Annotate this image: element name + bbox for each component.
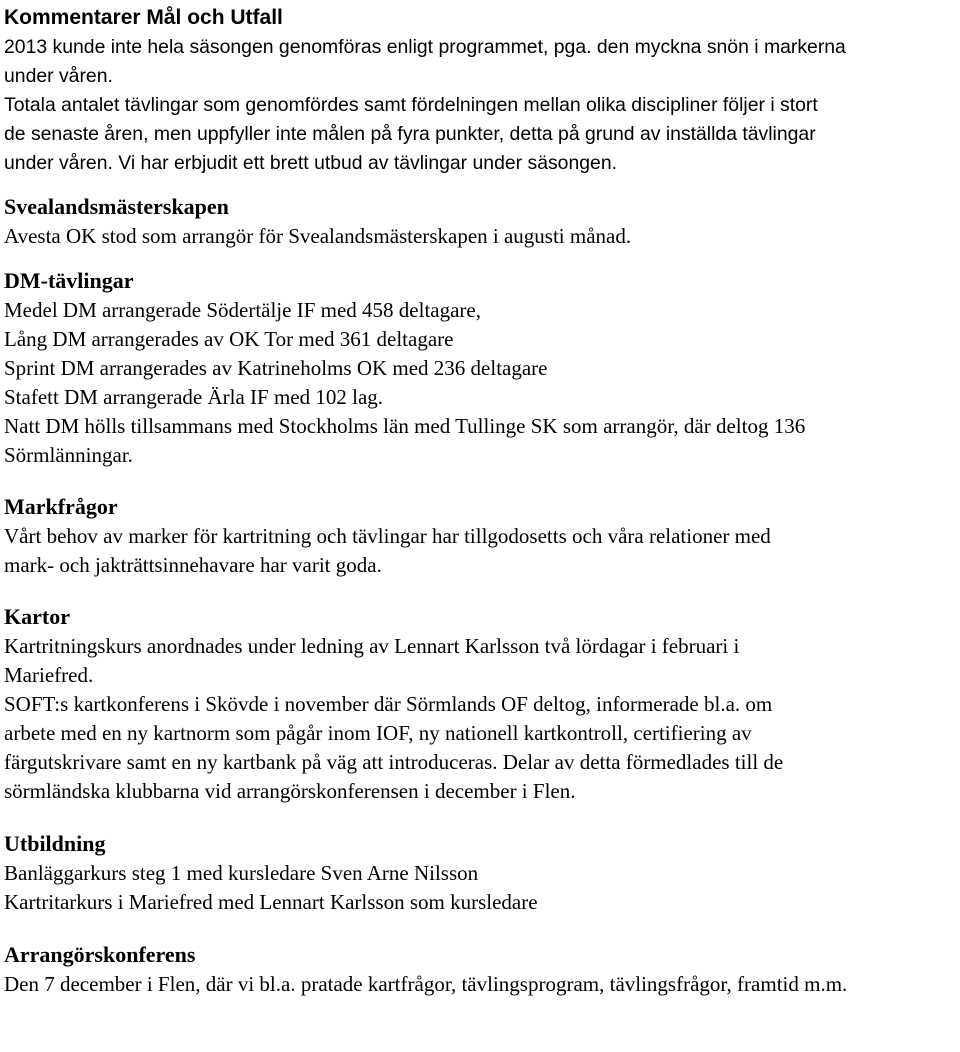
text-line: Avesta OK stod som arrangör för Svealandsmästerskapen i augusti månad. <box>4 224 632 248</box>
paragraph-svealand <box>4 222 956 251</box>
text-line: Kartritningskurs anordnades under ledning av Lennart Karlsson två lördagar i februari i <box>4 634 740 658</box>
spacer <box>4 917 956 940</box>
heading-dm-tavlingar: DM-tävlingar <box>4 268 134 293</box>
paragraph-utbildning <box>4 859 956 917</box>
heading-arrangorskonferens: Arrangörskonferens <box>4 942 196 967</box>
text-line: Den 7 december i Flen, där vi bl.a. pratade kartfrågor, tävlingsprogram, tävlingsfrågor, framtid m.m. <box>4 972 848 996</box>
paragraph-dm <box>4 296 956 470</box>
heading-utbildning: Utbildning <box>4 831 106 856</box>
text-line: Lång DM arrangerades av OK Tor med 361 deltagare <box>4 327 454 351</box>
text-line: SOFT:s kartkonferens i Skövde i november där Sörmlands OF deltog, informerade bl.a. om <box>4 692 773 716</box>
heading-svealandsmasterskapen: Svealandsmästerskapen <box>4 194 229 219</box>
document-page <box>4 0 956 999</box>
text-line: Banläggarkurs steg 1 med kursledare Sven Arne Nilsson <box>4 861 479 885</box>
text-line: färgutskrivare samt en ny kartbank på väg att introduceras. Delar av detta förmedlades till de <box>4 750 784 774</box>
section-svealand <box>4 192 956 251</box>
section-dm <box>4 266 956 470</box>
spacer <box>4 251 956 266</box>
section-arrangorskonferens <box>4 940 956 999</box>
text-line: Totala antalet tävlingar som genomfördes samt fördelningen mellan olika discipliner följer i stort <box>4 94 818 116</box>
text-line: de senaste åren, men uppfyller inte målen på fyra punkter, detta på grund av inställda tävlingar <box>4 123 816 145</box>
text-line: sörmländska klubbarna vid arrangörskonferensen i december i Flen. <box>4 779 576 803</box>
paragraph-markfragor <box>4 522 956 580</box>
text-line: Medel DM arrangerade Södertälje IF med 458 deltagare, <box>4 298 481 322</box>
heading-kommentarer: Kommentarer Mål och Utfall <box>4 6 283 29</box>
section-kartor <box>4 602 956 806</box>
text-line: Mariefred. <box>4 663 94 687</box>
text-line: mark- och jakträttsinnehavare har varit goda. <box>4 553 382 577</box>
text-line: Kartritarkurs i Mariefred med Lennart Karlsson som kursledare <box>4 890 538 914</box>
paragraph-kommentarer <box>4 33 956 178</box>
spacer <box>4 470 956 492</box>
spacer <box>4 806 956 829</box>
paragraph-kartor <box>4 632 956 806</box>
paragraph-arrangorskonferens <box>4 970 956 999</box>
text-line: under våren. <box>4 65 113 87</box>
heading-markfragor: Markfrågor <box>4 494 118 519</box>
heading-kartor: Kartor <box>4 604 70 629</box>
text-line: Stafett DM arrangerade Ärla IF med 102 lag. <box>4 385 384 409</box>
spacer <box>4 178 956 192</box>
spacer <box>4 580 956 602</box>
section-utbildning <box>4 829 956 917</box>
text-line: Natt DM hölls tillsammans med Stockholms län med Tullinge SK som arrangör, där deltog 136 <box>4 414 806 438</box>
text-line: Vårt behov av marker för kartritning och tävlingar har tillgodosetts och våra relationer med <box>4 524 771 548</box>
text-line: Sörmlänningar. <box>4 443 133 467</box>
text-line: arbete med en ny kartnorm som pågår inom IOF, ny nationell kartkontroll, certifiering av <box>4 721 752 745</box>
section-kommentarer <box>4 0 956 178</box>
text-line: 2013 kunde inte hela säsongen genomföras enligt programmet, pga. den myckna snön i markerna <box>4 36 846 58</box>
text-line: Sprint DM arrangerades av Katrineholms OK med 236 deltagare <box>4 356 548 380</box>
section-markfragor <box>4 492 956 580</box>
text-line: under våren. Vi har erbjudit ett brett utbud av tävlingar under säsongen. <box>4 152 617 174</box>
